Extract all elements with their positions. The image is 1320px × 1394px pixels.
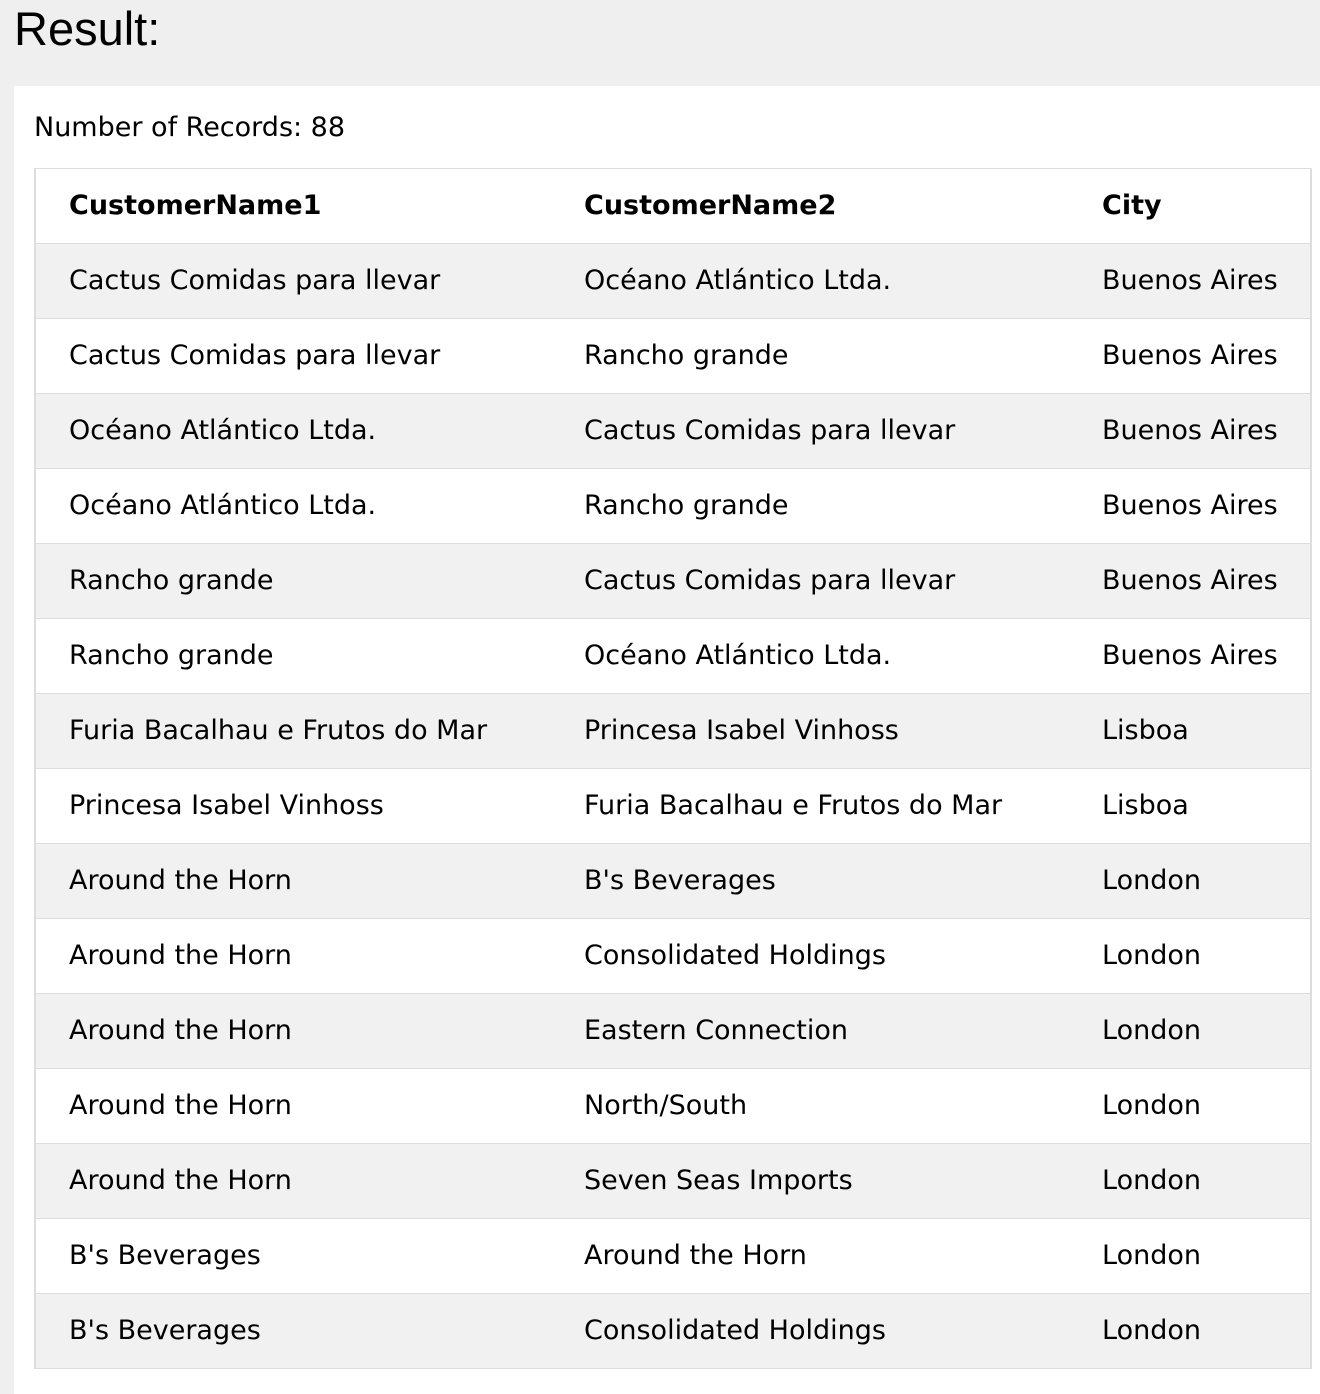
table-row (35, 694, 1311, 769)
customername2-cell: Rancho grande (551, 469, 1069, 544)
city-cell: Lisboa (1069, 694, 1311, 769)
table-row (35, 469, 1311, 544)
customername1-cell: B's Beverages (35, 1219, 551, 1294)
column-header-customername1: CustomerName1 (35, 169, 551, 244)
table-row (35, 844, 1311, 919)
customername1-cell: Princesa Isabel Vinhoss (35, 769, 551, 844)
customername2-cell: Cactus Comidas para llevar (551, 394, 1069, 469)
city-cell: London (1069, 1144, 1311, 1219)
customername1-cell: Océano Atlántico Ltda. (35, 469, 551, 544)
customername1-cell: Around the Horn (35, 844, 551, 919)
city-cell: Buenos Aires (1069, 544, 1311, 619)
city-cell: London (1069, 1294, 1311, 1369)
result-title: Result: (14, 2, 161, 55)
customername2-cell: Consolidated Holdings (551, 1294, 1069, 1369)
city-cell: Buenos Aires (1069, 244, 1311, 319)
table-row (35, 1219, 1311, 1294)
customername2-cell: Océano Atlántico Ltda. (551, 619, 1069, 694)
customername1-cell: Rancho grande (35, 619, 551, 694)
table-row (35, 1069, 1311, 1144)
city-cell: London (1069, 1069, 1311, 1144)
customername1-cell: Around the Horn (35, 1144, 551, 1219)
table-row (35, 544, 1311, 619)
table-row (35, 1294, 1311, 1369)
customername2-cell: Eastern Connection (551, 994, 1069, 1069)
city-cell: London (1069, 844, 1311, 919)
table-row (35, 919, 1311, 994)
city-cell: London (1069, 994, 1311, 1069)
city-cell: Buenos Aires (1069, 394, 1311, 469)
customername2-cell: Cactus Comidas para llevar (551, 544, 1069, 619)
customername2-cell: Around the Horn (551, 1219, 1069, 1294)
city-cell: Buenos Aires (1069, 619, 1311, 694)
customername2-cell: Océano Atlántico Ltda. (551, 244, 1069, 319)
customername2-cell: Consolidated Holdings (551, 919, 1069, 994)
customername1-cell: Cactus Comidas para llevar (35, 244, 551, 319)
table-row (35, 769, 1311, 844)
customername1-cell: Cactus Comidas para llevar (35, 319, 551, 394)
customername1-cell: Furia Bacalhau e Frutos do Mar (35, 694, 551, 769)
customername2-cell: Seven Seas Imports (551, 1144, 1069, 1219)
column-header-city: City (1069, 169, 1311, 244)
table-row (35, 319, 1311, 394)
customername1-cell: B's Beverages (35, 1294, 551, 1369)
customername2-cell: Furia Bacalhau e Frutos do Mar (551, 769, 1069, 844)
table-header-row (35, 169, 1311, 244)
customername1-cell: Around the Horn (35, 919, 551, 994)
table-row (35, 244, 1311, 319)
table-row (35, 394, 1311, 469)
customername1-cell: Rancho grande (35, 544, 551, 619)
result-panel (14, 86, 1320, 1394)
column-header-customername2: CustomerName2 (551, 169, 1069, 244)
city-cell: Buenos Aires (1069, 469, 1311, 544)
records-table (34, 168, 1312, 1369)
city-cell: Buenos Aires (1069, 319, 1311, 394)
customername1-cell: Océano Atlántico Ltda. (35, 394, 551, 469)
city-cell: Lisboa (1069, 769, 1311, 844)
record-count: Number of Records: 88 (34, 112, 346, 143)
city-cell: London (1069, 919, 1311, 994)
customername2-cell: North/South (551, 1069, 1069, 1144)
city-cell: London (1069, 1219, 1311, 1294)
table-row (35, 1144, 1311, 1219)
customername2-cell: B's Beverages (551, 844, 1069, 919)
table-row (35, 619, 1311, 694)
customername1-cell: Around the Horn (35, 994, 551, 1069)
table-row (35, 994, 1311, 1069)
customername2-cell: Princesa Isabel Vinhoss (551, 694, 1069, 769)
customername1-cell: Around the Horn (35, 1069, 551, 1144)
customername2-cell: Rancho grande (551, 319, 1069, 394)
